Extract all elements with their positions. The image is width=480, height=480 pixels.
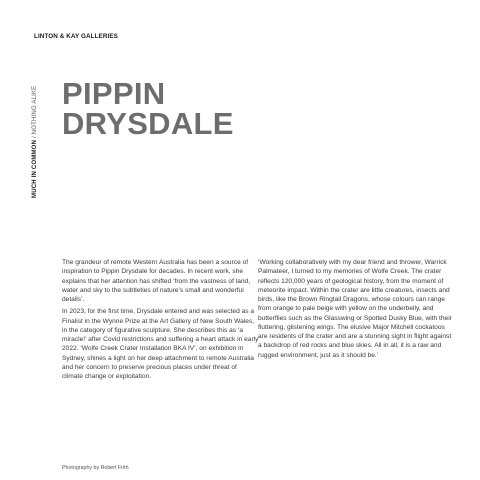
- body-column-right: [258, 258, 455, 363]
- body-paragraph-quote: ‘Working collaboratively with my dear friend and thrower, Warrick Palmateer, I turned to my memories of Wolfe Creek. The crater reflects 120,000 years of geological history, from the moment of meteorite impact. Within the crater are little creatures, insects and birds, like the Brown Ringtail Dragons, whose colours can range from orange to pale beige with yellow on the underbelly, and butterflies such as the Glasswing or Spotted Dusky Blue, with their fluttering, glistening wings. The elusive Major Mitchell cockatoos are residents of the crater and are a stunning sight in flight against a backdrop of red rocks and blue skies. All in all, it is a raw and rugged environment, just as it should be.’: [258, 259, 452, 359]
- section-label-secondary: NOTHING ALIKE: [32, 85, 38, 135]
- gallery-name: LINTON & KAY GALLERIES: [34, 33, 118, 40]
- title-line-1: PIPPIN: [62, 76, 166, 111]
- title-line-2: DRYSDALE: [62, 106, 234, 141]
- body-column-left: [62, 258, 259, 384]
- section-label: [32, 86, 38, 198]
- body-paragraph: In 2023, for the first time, Drysdale entered and was selected as a Finalist in the Wynne Prize at the Art Gallery of New South Wales, in the category of figurative sculpture. She describes this as ‘a miracle!’ after Covid restrictions and suffering a heart attack in early 2022. ‘Wolfe Creek Crater Installation BKA IV’, on exhibition in Sydney, shines a light on her deep attachment to remote Australia and her concern to preserve precious places under threat of climate change or exploitation.: [62, 308, 259, 380]
- photo-credit: Photography by Robert Frith: [62, 465, 129, 471]
- section-label-separator: /: [32, 134, 38, 140]
- artist-name-title: [62, 76, 234, 141]
- section-label-primary: MUCH IN COMMON: [32, 139, 38, 198]
- body-paragraph: The grandeur of remote Western Australia has been a source of inspiration to Pippin Drysdale for decades. In recent work, she explains that her attention has shifted ‘from the vastness of land, water and sky to the subtleties of nature’s small and wonderful details’.: [62, 259, 251, 303]
